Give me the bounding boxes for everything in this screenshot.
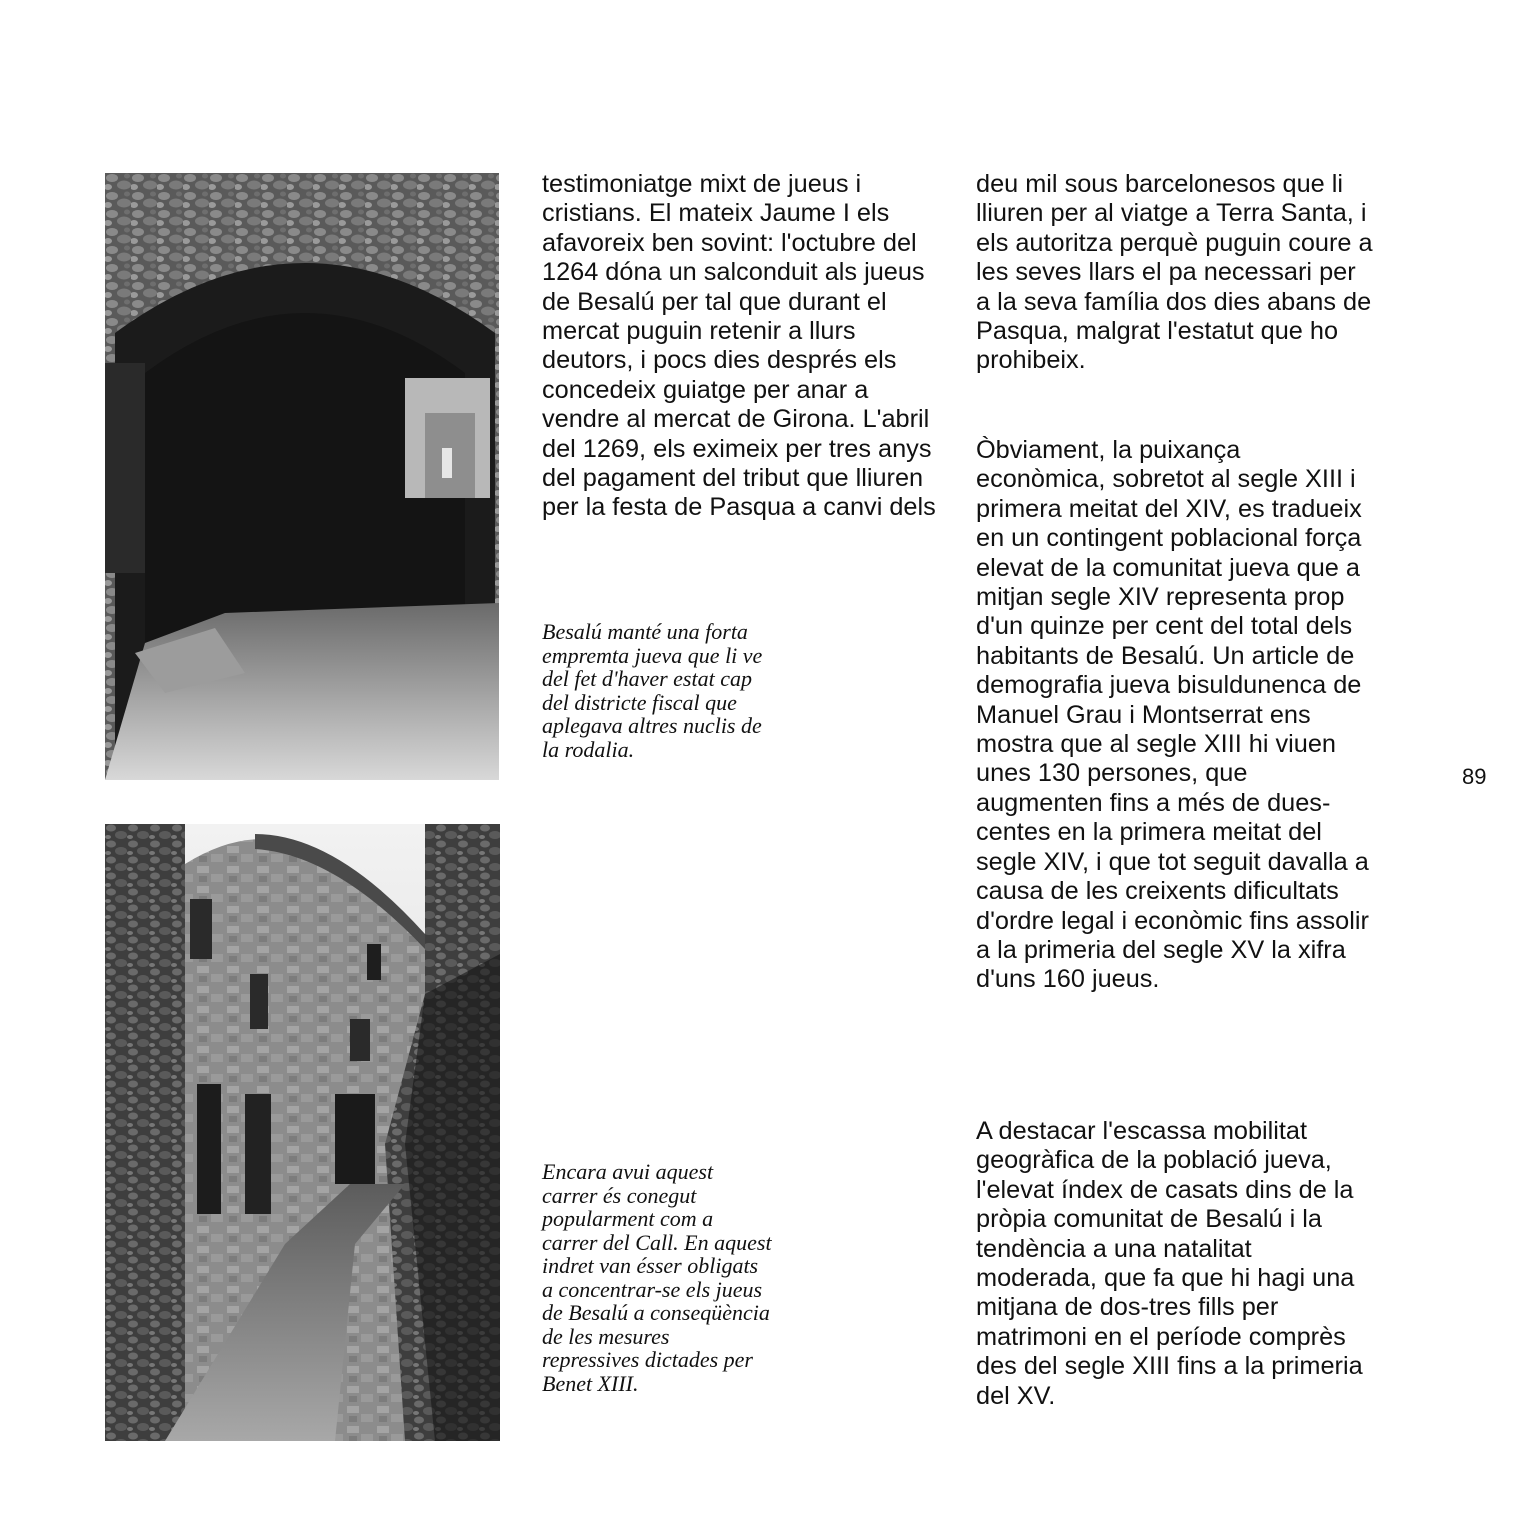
column2-paragraph-1: deu mil sous barcelonesos que li lliuren per al viatge a Terra Santa, i els autoritza perquè puguin coure a les seves llars el pa necessari per a la seva família dos dies abans de Pasqua, malgrat l'estatut que ho prohibeix. [976,170,1373,375]
page-number: 89 [1462,764,1487,789]
column2-paragraph-3: A destacar l'escassa mobilitat geogràfica de la població jueva, l'elevat índex de casats dins de la pròpia comunitat de Besalú i la tendència a una natalitat moderada, que fa que hi hagi una mitjana de dos-tres fills per matrimoni en el període comprès des del segle XIII fins a la primeria del XV. [976,1117,1363,1410]
photo-carrer-del-call [105,824,500,1441]
archway-illustration [105,173,499,780]
column2-paragraph-2: Òbviament, la puixança econòmica, sobretot al segle XIII i primera meitat del XIV, es tradueix en un contingent poblacional força elevat de la comunitat jueva que a mitjan segle XIV representa prop d'un quinze per cent del total dels habitants de Besalú. Un article de demografia jueva bisuldunenca de Manuel Grau i Montserrat ens mostra que al segle XIII hi viuen unes 130 persones, que augmenten fins a més de dues-centes en la primera meitat del segle XIV, i que tot seguit davalla a causa de les creixents dificultats d'ordre legal i econòmic fins assolir a la primeria del segle XV la xifra d'uns 160 jueus. [976,436,1369,994]
street-illustration [105,824,500,1441]
photo-archway [105,173,499,780]
column1-paragraph: testimoniatge mixt de jueus i cristians. El mateix Jaume I els afavoreix ben sovint: l'octubre del 1264 dóna un salconduit als jueus de Besalú per tal que durant el mercat puguin retenir a llurs deutors, i pocs dies després els concedeix guiatge per anar a vendre al mercat de Girona. L'abril del 1269, els eximeix per tres anys del pagament del tribut que lliuren per la festa de Pasqua a canvi dels [542,170,936,522]
caption-carrer-del-call: Encara avui aquest carrer és conegut popularment com a carrer del Call. En aquest indret van ésser obligats a concentrar-se els jueus de Besalú a conseqüència de les mesures repressives dictades per Benet XIII. [542,1159,772,1396]
caption-archway: Besalú manté una forta empremta jueva que li ve del fet d'haver estat cap del districte fiscal que aplegava altres nuclis de la rodalia. [542,619,763,762]
